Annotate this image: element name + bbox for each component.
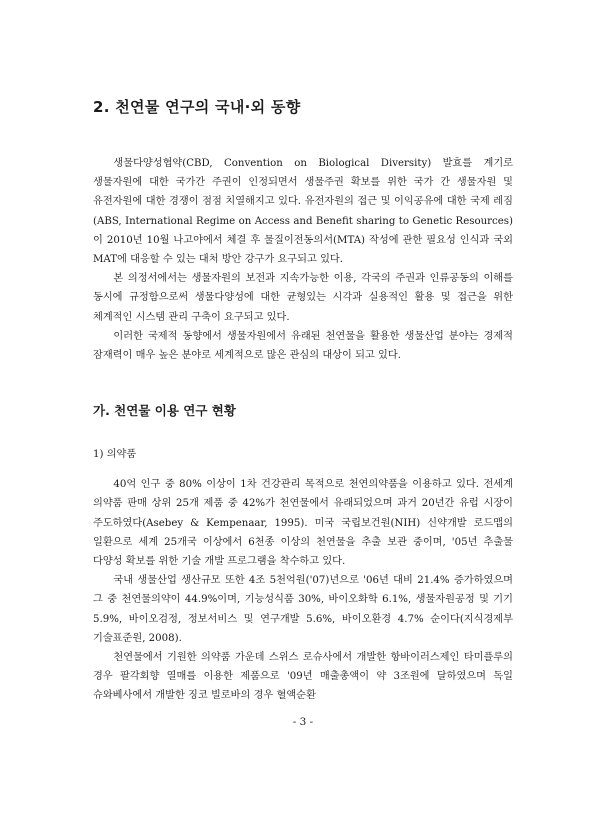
paragraph-tamiflu: 천연물에서 기원한 의약품 가운데 스위스 로슈사에서 개발한 항바이러스제인 타미플루의 경우 팔각회향 열매를 이용한 제품으로 '09년 매출총액이 약 3조원에 달하였으며 독일 슈와베사에서 개발한 징코 빌로바의 경우 혈액순환 [93,652,513,702]
page-content [93,96,513,706]
section-title: 2. 천연물 연구의 국내·외 동향 [93,98,301,116]
item-heading-pharmaceuticals: 1) 의약품 [93,449,137,461]
subsection-title: 가. 천연물 이용 연구 현황 [93,403,236,419]
paragraph-bioindustry: 이러한 국제적 동향에서 생물자원에서 유래된 천연물을 활용한 생물산업 분야는 경제적 잠재력이 매우 높은 분야로 세계적으로 많은 관심의 대상이 되고 있다. [93,330,513,362]
paragraph-domestic-bioindustry: 국내 생물산업 생산규모 또한 4조 5천억원('07)년으로 '06년 대비 21.4% 증가하였으며 그 중 천연물의약이 44.9%이며, 기능성식품 30%, 바이오화학 6.1%, 생물자원공정 및 기기 5.9%, 바이오검정, 정보서비스 및 연구개발 5.6%, 바이오환경 4.7% 순이다(지식경제부 기술표준원, 2008). [93,575,513,644]
paragraph-cbd: 생물다양성협약(CBD, Convention on Biological Diversity) 발효를 계기로 생물자원에 대한 국가간 주권이 인정되면서 생물주권 확보를 위한 국가 간 생물자원 및 유전자원에 대한 경쟁이 점점 치열해지고 있다. 유전자원의 접근 및 이익공유에 대한 국제 레짐(ABS, International Regime on Access and Benefit sharing to Genetic Resources)이 2010년 10월 나고야에서 체결 후 물질이전동의서(MTA) 작성에 관한 필요성 인식과 국외 MAT에 대응할 수 있는 대처 방안 강구가 요구되고 있다. [93,158,513,266]
page-number: - 3 - [292,716,314,728]
paragraph-protocol: 본 의정서에서는 생물자원의 보전과 지속가능한 이용, 각국의 주권과 인류공동의 이해를 동시에 규정함으로써 생물다양성에 대한 균형있는 시각과 실용적인 활용 및 접근을 위한 체계적인 시스템 관리 구축이 요구되고 있다. [93,273,513,323]
paragraph-natural-medicine-use: 40억 인구 중 80% 이상이 1차 건강관리 목적으로 천연의약품을 이용하고 있다. 전세계 의약품 판매 상위 25개 제품 중 42%가 천연물에서 유래되었으며 과거 20년간 유럽 시장이 주도하였다(Asebey & Kempenaar, 1995). 미국 국립보건원(NIH) 신약개발 로드맵의 일환으로 세계 25개국 이상에서 6천종 이상의 천연물을 추출 보관 중이며, '05년 추출물 다양성 확보를 위한 기술 개발 프로그램을 착수하고 있다. [93,479,513,568]
